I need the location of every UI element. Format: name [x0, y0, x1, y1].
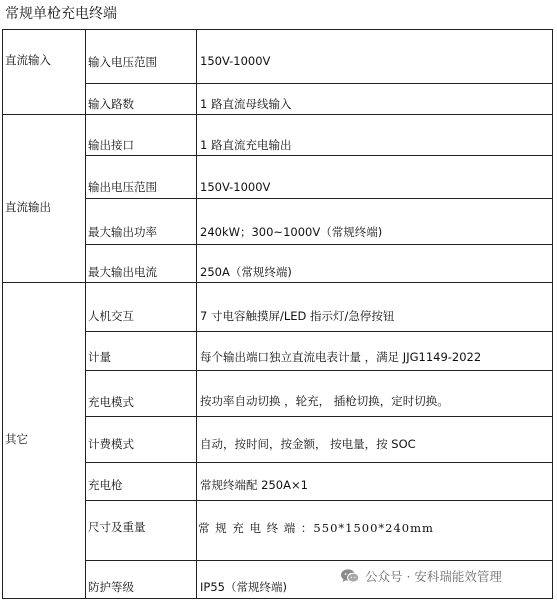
row-label-hmi: 人机交互 — [88, 309, 134, 323]
row-label-protection-rating: 防护等级 — [88, 580, 134, 594]
group-label-dc-output: 直流输出 — [5, 200, 51, 214]
row-label-metering: 计量 — [88, 350, 111, 364]
row-value-max-output-current: 250A（常规终端) — [200, 265, 292, 279]
watermark — [340, 567, 502, 585]
row-label-charging-gun: 充电枪 — [88, 478, 123, 492]
wechat-icon — [340, 568, 360, 584]
row-label-billing-mode: 计费模式 — [88, 437, 134, 451]
row-value-output-voltage-range: 150V-1000V — [200, 180, 271, 194]
row-label-input-voltage-range: 输入电压范围 — [88, 55, 157, 69]
row-value-max-output-power: 240kW；300~1000V（常规终端) — [200, 225, 383, 239]
row-label-size-weight: 尺寸及重量 — [88, 520, 146, 534]
row-label-input-channels: 输入路数 — [88, 97, 134, 111]
row-value-output-interface: 1 路直流充电输出 — [200, 138, 292, 152]
group-label-dc-input: 直流输入 — [5, 53, 51, 67]
row-value-input-voltage-range: 150V-1000V — [200, 54, 271, 68]
row-value-charging-gun: 常规终端配 250A×1 — [200, 478, 308, 492]
row-value-billing-mode: 自动，按时间，按金额， 按电量，按 SOC — [200, 437, 416, 451]
row-label-max-output-power: 最大输出功率 — [88, 225, 157, 239]
row-value-charging-mode: 按功率自动切换 ，轮充， 插枪切换，定时切换。 — [200, 394, 449, 408]
row-value-size-weight: 常 规 充 电 终 端 ：550*1500*240mm — [198, 521, 434, 535]
row-label-max-output-current: 最大输出电流 — [88, 265, 157, 279]
row-value-metering: 每个输出端口独立直流电表计量 ，满足 JJG1149-2022 — [200, 350, 482, 364]
row-label-charging-mode: 充电模式 — [88, 395, 134, 409]
row-label-output-interface: 输出接口 — [88, 138, 134, 152]
row-label-output-voltage-range: 输出电压范围 — [88, 180, 157, 194]
row-value-hmi: 7 寸电容触摸屏/LED 指示灯/急停按钮 — [200, 309, 395, 323]
group-label-other: 其它 — [5, 432, 28, 446]
watermark-text: 公众号 · 安科瑞能效管理 — [365, 569, 502, 584]
row-value-input-channels: 1 路直流母线输入 — [200, 97, 292, 111]
page-title: 常规单枪充电终端 — [5, 6, 117, 22]
row-value-protection-rating: IP55（常规终端) — [200, 580, 287, 594]
